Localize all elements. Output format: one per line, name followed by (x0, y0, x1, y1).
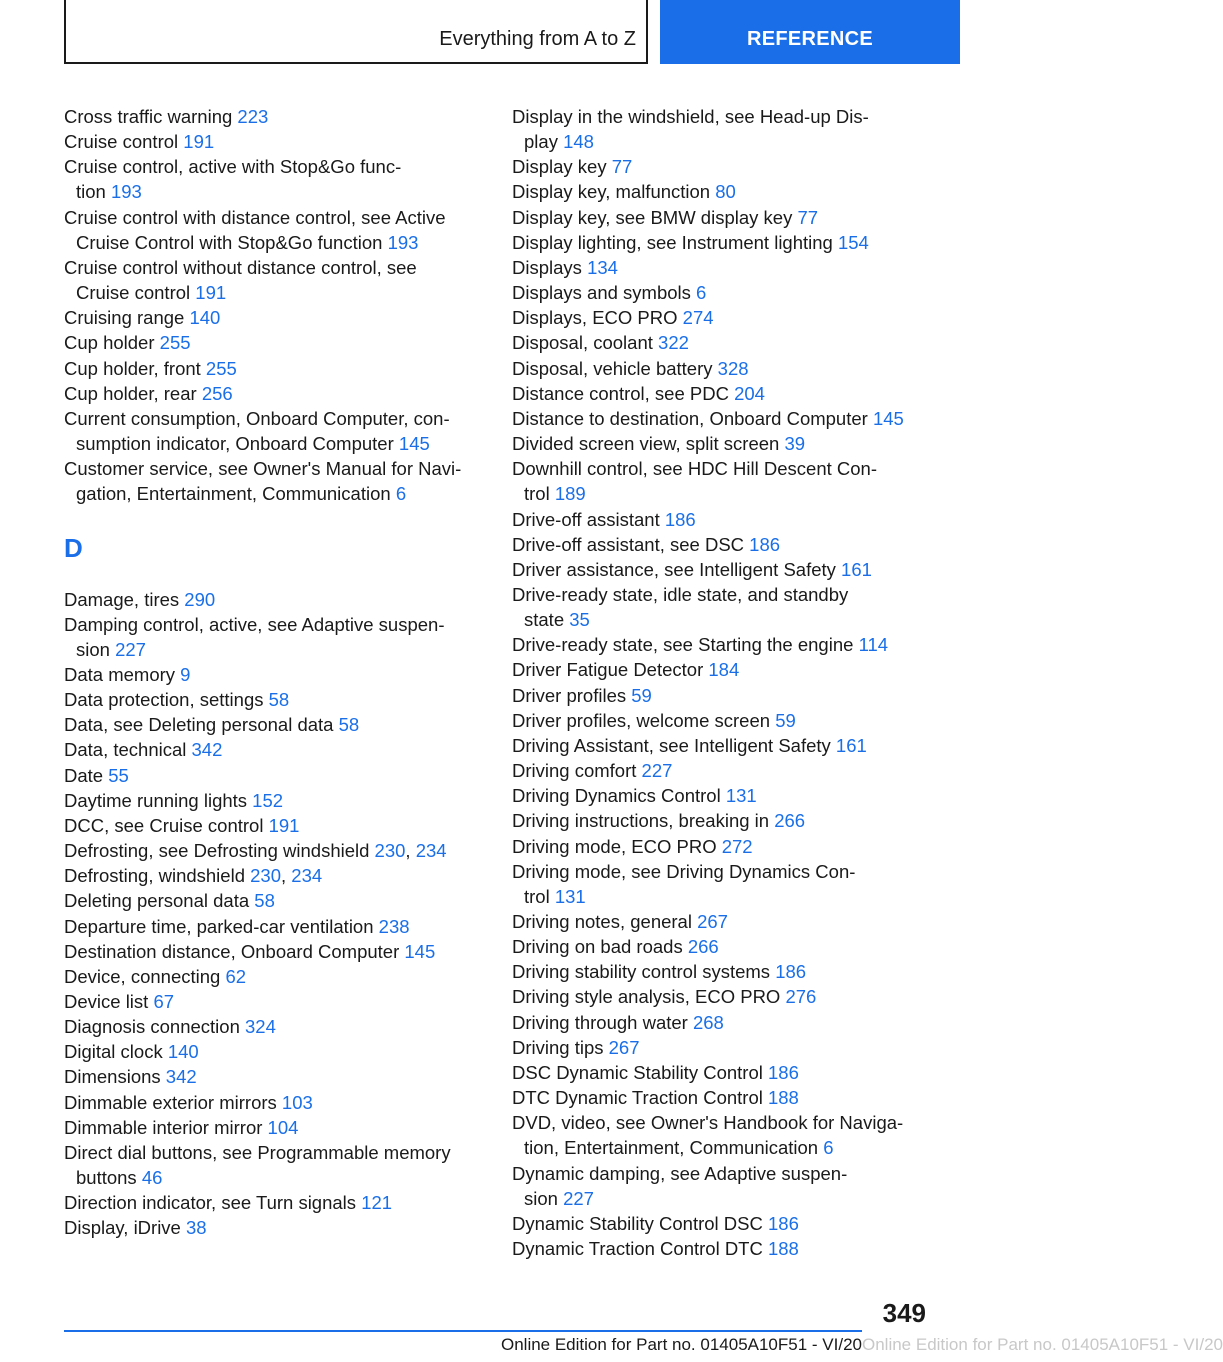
index-entry-text: Current consumption, Onboard Computer, con- (64, 407, 450, 429)
page-link[interactable]: 186 (664, 508, 696, 530)
index-column-left (64, 104, 484, 1241)
index-entry-text: Driver profiles, welcome screen (512, 709, 771, 731)
page-link[interactable]: 80 (715, 181, 736, 203)
page-link[interactable]: 77 (797, 206, 819, 228)
page-link[interactable]: 191 (195, 282, 227, 304)
page-link[interactable]: 46 (141, 1167, 163, 1189)
index-entry (512, 356, 952, 381)
index-entry (64, 737, 484, 762)
index-entry-text: Driver assistance, see Intelligent Safety (512, 558, 836, 580)
index-entry-text: Drive-off assistant (512, 508, 660, 530)
index-entry (512, 1236, 952, 1261)
index-entry-text: Driving notes, general (512, 911, 692, 932)
index-entry-text: Digital clock (64, 1041, 163, 1063)
page-link[interactable]: 191 (268, 814, 300, 836)
header-chapter-title: REFERENCE (746, 28, 874, 50)
index-entry (512, 305, 952, 330)
header-section-box (64, 0, 648, 64)
index-entry (64, 587, 484, 612)
index-entry-text: Date (64, 764, 104, 786)
index-entry-text: Customer service, see Owner's Manual for Navi- (64, 458, 462, 480)
page-link[interactable]: 188 (767, 1087, 799, 1109)
index-entry-text: Cup holder (64, 332, 155, 354)
index-letter-heading: D (64, 532, 83, 563)
index-entry-text: trol (524, 885, 550, 907)
index-entry (64, 381, 484, 406)
index-entry (512, 1110, 952, 1160)
index-entry-text: Departure time, parked-car ventilation (64, 915, 374, 937)
page-link[interactable]: 104 (267, 1116, 299, 1138)
index-entry-text: play (524, 131, 558, 153)
page-separator: , (405, 840, 411, 862)
page-link[interactable]: 58 (338, 714, 360, 736)
index-entry (64, 888, 484, 913)
index-entry (512, 758, 952, 783)
index-entry-text: trol (524, 483, 550, 505)
page-link[interactable]: 328 (717, 357, 749, 379)
page-link[interactable]: 234 (291, 865, 323, 887)
index-entry (512, 456, 952, 506)
index-entry (512, 507, 952, 532)
index-entry (64, 662, 484, 687)
index-entry (64, 1190, 484, 1215)
index-entry (512, 1010, 952, 1035)
index-entry (512, 632, 952, 657)
index-entry-text: Dynamic Traction Control DTC (512, 1238, 763, 1260)
index-entry-text: Cruise control, active with Stop&Go func- (64, 156, 402, 178)
index-entry (64, 1014, 484, 1039)
index-entry-text: Dimmable exterior mirrors (64, 1091, 277, 1113)
page-link[interactable]: 145 (872, 407, 904, 429)
index-entry-text: DCC, see Cruise control (64, 814, 264, 836)
index-entry (64, 1115, 484, 1140)
index-entry-text: Drive-off assistant, see DSC (512, 533, 745, 555)
page-link[interactable]: 59 (631, 684, 652, 706)
page-link[interactable]: 55 (108, 764, 129, 786)
page-link[interactable]: 114 (858, 634, 889, 656)
index-entry (512, 431, 952, 456)
index-entry-text: Driving through water (512, 1011, 688, 1033)
page-link[interactable]: 266 (774, 810, 806, 832)
page-link[interactable]: 6 (696, 282, 707, 304)
index-entry-text: Cruising range (64, 307, 185, 329)
index-entry (512, 205, 952, 230)
index-entry-text: Cup holder, rear (64, 382, 197, 404)
page-link[interactable]: 59 (775, 709, 796, 731)
index-group-c (64, 104, 484, 507)
index-entry (64, 863, 484, 888)
index-entry (64, 406, 484, 456)
page-link[interactable]: 6 (395, 483, 407, 505)
index-entry-text: Defrosting, windshield (64, 865, 245, 887)
index-entry-text: Driving mode, ECO PRO (512, 835, 717, 857)
page-link[interactable]: 145 (404, 940, 436, 962)
page-link[interactable]: 39 (784, 433, 806, 455)
index-entry (64, 612, 484, 662)
page-link[interactable]: 145 (398, 433, 430, 455)
page-link[interactable]: 58 (254, 890, 275, 912)
index-entry (64, 687, 484, 712)
index-entry-text: Damping control, active, see Adaptive suspen- (64, 613, 445, 635)
page-link[interactable]: 103 (281, 1091, 313, 1113)
page-link[interactable]: 238 (378, 915, 410, 937)
index-entry (64, 763, 484, 788)
page-link[interactable]: 35 (569, 609, 590, 631)
index-entry (64, 813, 484, 838)
index-entry (64, 788, 484, 813)
page-link[interactable]: 62 (225, 965, 247, 987)
index-entry-text: DSC Dynamic Stability Control (512, 1061, 763, 1083)
page-link[interactable]: 186 (768, 1061, 799, 1083)
index-entry-text: Cruise control (64, 131, 179, 153)
page-link[interactable]: 184 (708, 659, 740, 681)
index-entry-text: Driver profiles (512, 684, 627, 706)
index-entry-text: Dynamic damping, see Adaptive suspen- (512, 1162, 848, 1184)
footer-edition: Online Edition for Part no. 01405A10F51 - VI/20 (500, 1335, 862, 1354)
index-entry (512, 230, 952, 255)
index-entry (512, 381, 952, 406)
index-entry (512, 859, 952, 909)
index-entry-text: Display key, see BMW display key (512, 206, 793, 228)
index-entry (512, 683, 952, 708)
index-entry-text: Distance to destination, Onboard Computer (512, 407, 868, 429)
index-group-d (64, 587, 484, 1241)
index-entry-text: Driving stability control systems (512, 961, 771, 983)
page-link[interactable]: 342 (165, 1066, 197, 1088)
index-entry (64, 838, 484, 863)
index-entry-text: Device, connecting (64, 965, 221, 987)
index-entry-text: Cruise control with distance control, see Active (64, 206, 446, 228)
index-entry-text: Driving on bad roads (512, 936, 683, 958)
index-entry (512, 959, 952, 984)
index-entry (64, 330, 484, 355)
index-entry (64, 104, 484, 129)
index-entry-text: Data protection, settings (64, 689, 264, 711)
index-entry (64, 356, 484, 381)
index-entry-text: tion (76, 181, 106, 203)
page-link[interactable]: 274 (682, 307, 714, 329)
index-entry-text: DVD, video, see Owner's Handbook for Naviga- (512, 1112, 904, 1134)
index-entry-text: Display, iDrive (64, 1217, 181, 1239)
page-link[interactable]: 324 (245, 1016, 276, 1038)
page-link[interactable]: 255 (159, 332, 191, 354)
index-entry-text: Drive-ready state, see Starting the engine (512, 634, 854, 656)
index-entry-text: Cruise control without distance control, see (64, 256, 417, 278)
index-entry (64, 205, 484, 255)
page-link[interactable]: 268 (692, 1011, 724, 1033)
index-entry-text: Displays (512, 256, 582, 278)
index-entry (512, 582, 952, 632)
index-entry-text: Deleting personal data (64, 890, 250, 912)
page-link[interactable]: 223 (237, 106, 269, 127)
page-link[interactable]: 154 (837, 231, 869, 253)
index-entry (64, 305, 484, 330)
index-entry-text: Dimensions (64, 1066, 161, 1088)
index-entry (64, 939, 484, 964)
index-entry-text: Driver Fatigue Detector (512, 659, 704, 681)
index-entry-text: Cross traffic warning (64, 106, 233, 127)
index-entry (512, 808, 952, 833)
page-link[interactable]: 140 (189, 307, 221, 329)
page-link[interactable]: 193 (110, 181, 142, 203)
index-entry-text: Dimmable interior mirror (64, 1116, 263, 1138)
page-link[interactable]: 152 (252, 789, 284, 811)
index-entry-text: Displays, ECO PRO (512, 307, 678, 329)
index-entry-text: Disposal, vehicle battery (512, 357, 713, 379)
index-entry-text: sumption indicator, Onboard Computer (76, 433, 394, 455)
header-section-title: Everything from A to Z (439, 28, 636, 50)
index-entry-text: Dynamic Stability Control DSC (512, 1212, 763, 1234)
index-entry (512, 406, 952, 431)
index-entry (512, 1211, 952, 1236)
index-entry (64, 1140, 484, 1190)
index-entry-text: Downhill control, see HDC Hill Descent Con- (512, 458, 877, 480)
index-entry (512, 1060, 952, 1085)
index-entry-text: Data, see Deleting personal data (64, 714, 334, 736)
index-entry (512, 557, 952, 582)
page-link[interactable]: 322 (658, 332, 689, 354)
index-entry-text: Driving comfort (512, 760, 637, 782)
index-entry (512, 783, 952, 808)
index-entry (512, 1161, 952, 1211)
index-entry-text: Display lighting, see Instrument lighting (512, 231, 833, 253)
index-column-right (512, 104, 952, 1261)
page-link[interactable]: 161 (841, 558, 872, 580)
index-entry (64, 964, 484, 989)
footer-rule (64, 1330, 862, 1332)
index-entry (64, 255, 484, 305)
index-entry-text: sion (524, 1187, 558, 1209)
index-entry-text: Driving Dynamics Control (512, 785, 721, 807)
index-entry-text: Display key, malfunction (512, 181, 711, 203)
index-entry (512, 708, 952, 733)
index-entry-text: buttons (76, 1167, 137, 1189)
page-link[interactable]: 230 (374, 840, 406, 862)
page-link[interactable]: 204 (734, 382, 765, 404)
page-separator: , (281, 865, 287, 887)
page-link[interactable]: 186 (775, 961, 807, 983)
page-link[interactable]: 131 (725, 785, 757, 807)
header-chapter-tab (660, 0, 960, 64)
index-entry-text: Driving instructions, breaking in (512, 810, 770, 832)
index-entry-text: Displays and symbols (512, 282, 691, 304)
page-link[interactable]: 188 (767, 1238, 799, 1260)
index-entry-text: Driving tips (512, 1036, 604, 1058)
page-link[interactable]: 148 (563, 131, 594, 153)
index-entry-text: Driving style analysis, ECO PRO (512, 986, 781, 1008)
page-link[interactable]: 121 (361, 1192, 393, 1214)
page-link[interactable]: 266 (687, 936, 719, 958)
page-link[interactable]: 234 (415, 840, 447, 862)
page-link[interactable]: 276 (785, 986, 817, 1008)
page-link[interactable]: 58 (268, 689, 290, 711)
index-entry (64, 154, 484, 204)
index-entry (512, 330, 952, 355)
index-entry (64, 1064, 484, 1089)
index-entry-text: Distance control, see PDC (512, 382, 729, 404)
index-entry-text: Cruise control (76, 282, 191, 304)
index-entry (512, 1085, 952, 1110)
page-link[interactable]: 6 (823, 1137, 834, 1159)
page-link[interactable]: 290 (184, 588, 216, 610)
index-entry-text: Data memory (64, 663, 176, 685)
index-entry (512, 909, 952, 934)
index-entry-text: gation, Entertainment, Communication (76, 483, 391, 505)
index-entry-text: DTC Dynamic Traction Control (512, 1087, 763, 1109)
index-entry-text: Divided screen view, split screen (512, 433, 780, 455)
index-entry-text: Driving mode, see Driving Dynamics Con- (512, 860, 856, 882)
index-entry (512, 532, 952, 557)
page-link[interactable]: 186 (749, 533, 781, 555)
page-link[interactable]: 186 (768, 1212, 799, 1234)
index-entry-text: Diagnosis connection (64, 1016, 240, 1038)
index-entry (64, 1039, 484, 1064)
index-entry (64, 712, 484, 737)
index-entry (512, 255, 952, 280)
page-link[interactable]: 230 (250, 865, 281, 887)
page-link[interactable]: 272 (721, 835, 753, 857)
page-link[interactable]: 267 (608, 1036, 640, 1058)
page-link[interactable]: 227 (641, 760, 673, 782)
index-entry (512, 657, 952, 682)
index-entry-text: Display key (512, 156, 607, 178)
page-link[interactable]: 256 (201, 382, 233, 404)
index-entry-text: state (524, 609, 565, 631)
page-link[interactable]: 193 (387, 231, 419, 253)
page-link[interactable]: 255 (205, 357, 237, 379)
footer-watermark: Online Edition for Part no. 01405A10F51 - VI/20 (862, 1335, 1223, 1354)
page-link[interactable]: 342 (191, 739, 223, 761)
page-link[interactable]: 77 (611, 156, 633, 178)
index-entry (512, 733, 952, 758)
page-link[interactable]: 189 (554, 483, 586, 505)
index-entry-text: Driving Assistant, see Intelligent Safety (512, 734, 831, 756)
index-entry-text: Direction indicator, see Turn signals (64, 1192, 357, 1214)
index-entry (512, 280, 952, 305)
index-entry (512, 154, 952, 179)
index-entry (64, 989, 484, 1014)
page-link[interactable]: 134 (587, 256, 618, 278)
index-entry (64, 1215, 484, 1240)
index-entry (512, 1035, 952, 1060)
index-entry-text: Cruise Control with Stop&Go function (76, 231, 383, 253)
page-link[interactable]: 227 (563, 1187, 594, 1209)
page-link[interactable]: 131 (554, 885, 586, 907)
index-entry-text: sion (76, 638, 110, 660)
index-entry-text: Daytime running lights (64, 789, 248, 811)
index-entry-text: Device list (64, 991, 149, 1012)
index-entry (512, 104, 952, 154)
index-entry (64, 129, 484, 154)
page-link[interactable]: 161 (835, 734, 867, 756)
index-entry (512, 834, 952, 859)
index-entry-text: Damage, tires (64, 588, 180, 610)
index-entry-text: Defrosting, see Defrosting windshield (64, 840, 370, 862)
page-link[interactable]: 191 (183, 131, 215, 153)
index-group-d-continued (512, 104, 952, 1261)
index-entry (512, 179, 952, 204)
index-entry-text: Display in the windshield, see Head-up Dis- (512, 106, 869, 127)
index-entry (64, 914, 484, 939)
index-entry (512, 984, 952, 1009)
page-link[interactable]: 67 (153, 991, 175, 1012)
index-entry (64, 1090, 484, 1115)
index-entry-text: Disposal, coolant (512, 332, 653, 354)
page-link[interactable]: 227 (115, 638, 146, 660)
index-entry-text: Data, technical (64, 739, 187, 761)
page-number: 349 (882, 1298, 926, 1328)
index-entry (64, 456, 484, 506)
index-entry-text: tion, Entertainment, Communication (524, 1137, 819, 1159)
index-entry (512, 934, 952, 959)
index-entry-text: Direct dial buttons, see Programmable memory (64, 1141, 451, 1163)
page-link[interactable]: 267 (697, 911, 728, 932)
page-link[interactable]: 9 (180, 663, 191, 685)
index-entry-text: Destination distance, Onboard Computer (64, 940, 400, 962)
page-link[interactable]: 38 (186, 1217, 207, 1239)
index-entry-text: Drive-ready state, idle state, and standby (512, 583, 849, 605)
page-link[interactable]: 140 (167, 1041, 199, 1063)
index-entry-text: Cup holder, front (64, 357, 201, 379)
